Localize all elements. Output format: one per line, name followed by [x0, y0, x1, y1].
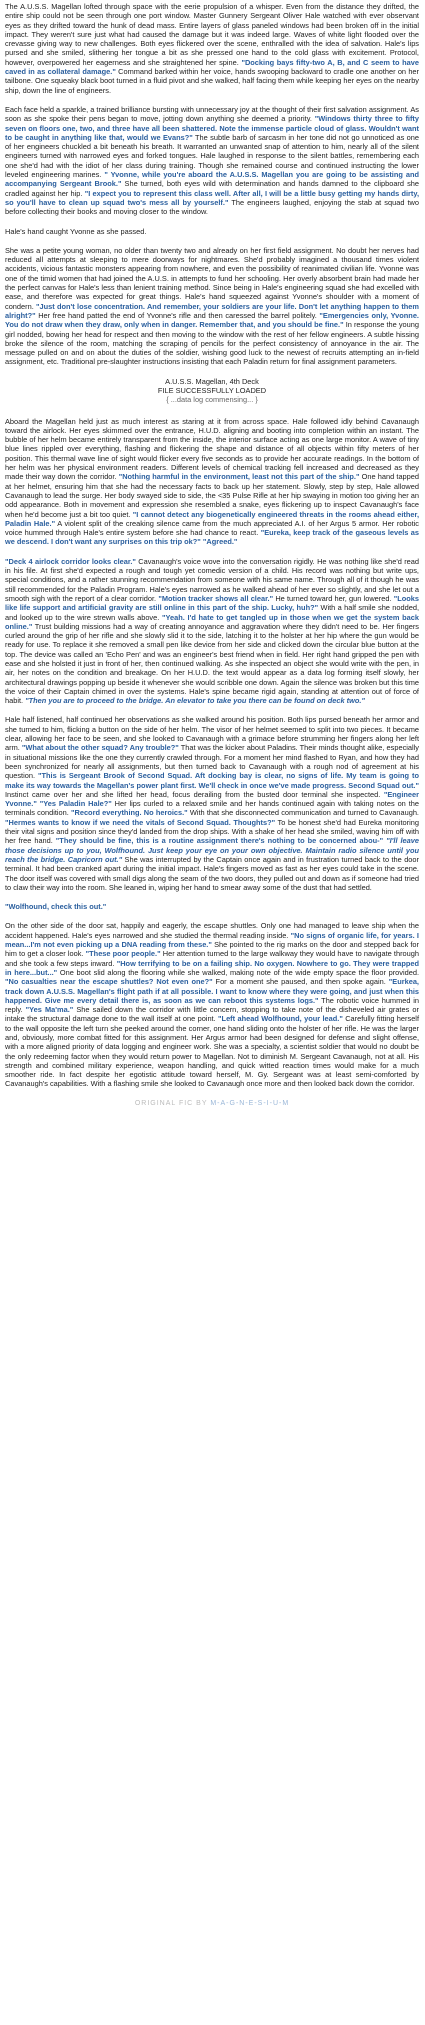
dialogue-line: "Deck 4 airlock corridor looks clear.": [5, 556, 136, 566]
dialogue-line: "Record everything. No heroics.": [71, 808, 188, 818]
story-paragraph: [5, 246, 419, 367]
narration-text: Command barked within her voice, hands swooping backward to cradle one another on her tailbone. One squeaky black boot turned in a fluid pivot and she walked, half facing them while keeping her eyes on the nearby ship, down the line of engineers.: [5, 67, 420, 95]
dialogue-line: "Hermes wants to know if we need the vitals of Second Squad. Thoughts?": [5, 817, 276, 827]
dialogue-line: "Docking bays fifty-two A, B, and C seem to have caved in as collateral damage.": [5, 57, 419, 77]
dialogue-line: "I cannot detect any biogenetically engineered threats in the rooms ahead either, Paladin Hale.": [5, 509, 419, 528]
dialogue-line: "Agreed.": [202, 537, 238, 547]
transmission-line: "I'll leave those decisions up to you, Wolfhound. Just keep your eye on your own objective. Maintain radio silence until you reach the bridge. Capricorn out.": [5, 836, 419, 864]
narration-text: The engineers laughed, enjoying the stab at squad two before collecting their books and moving closer to the window.: [5, 197, 419, 217]
story-paragraph: [5, 105, 419, 217]
narration-text: She sailed down the corridor with little concern, stopping to take note of the disheveled air grates or intake the structural damage done to the wall itself at one point.: [5, 1005, 419, 1024]
dialogue-line: "No signs of organic life, for years. I mean...I'm not even picking up a DNA reading from these.": [5, 930, 419, 950]
narration-text: Trust building missions had a way of creating annoyance and aggravation where they didn't need to be. Her fingers curled around the grip of her rifle and she slowly slid it to the side, latching it to the holster at her hip where the gun would be ready for use. To replace it she removed a small pen like device from her side and clicked down the circular blue button at the top. The device was called an 'Echo Pen' and was an engineer's best friend when in field. Her right hand gripped the pen with ease and she holsted it just in front of her, then continued walking. As she inspected an object she would write with the pen, in air, her notes on the condition and breakage. On her H.U.D. the text would appear as a data log forming itself slowly, her architectural drawings popping up beside it whenever she would scribble one down. Again the silence was broken but this time the voice of their Captain chimed in over the systems. Hale's spine became rigid again, standing at attention out of force of habit.: [5, 621, 419, 706]
footer-credit: [5, 1099, 419, 1108]
dialogue-line: "Windows thirty three to fifty seven on floors one, two, and three have all been shattered. Note the immense particle cloud of glass. Wouldn't want to be caught in anything like that, would we Evans?": [5, 114, 419, 142]
dialogue-line: "This is Sergeant Brook of Second Squad. Aft docking bay is clear, no signs of life. My team is going to make its way towards the Magellan's power plant first. We'll check in once we've made progress. Second Squad out.": [5, 771, 419, 790]
data-log-header: [5, 377, 419, 405]
narration-text: Her attention turned to the large walkway they would have to navigate through and she took a few steps inward.: [5, 949, 419, 968]
narration-text: The subtle barb of sarcasm in her tone did not go unnoticed as one of her engineers chuckled a bit beneath his breath. It warranted an unwanted snap of attention to him, nearly all of the silent engineers turned with narrowed eyes and forked tongues. Hale laughed in response to the silent battles, remembering each one she'd had with the idiot of her class during training. Though she remained course and continued instructing the lower leveled engineering marines.: [5, 132, 419, 180]
narration-text: She was interrupted by the Captain once again and in frustration turned back to the door terminal. It had been cranked apart during the initial impact. Hale's fingers moved as fast as her eyes could take in the scene. The door itself was covered with small digs along the seam of the two doors, they pulled out and down as if someone had tried to claw their way into the room. She leaned in, wiping her hand to smear away some of the dust that had settled.: [5, 854, 419, 892]
narration-text: With that she disconnected communication and turned to Cavanaugh.: [187, 808, 419, 818]
dialogue-line: "Emergencies only, Yvonne. You do not draw when they draw, only when in danger. Remember that, and you should be fine.": [5, 310, 419, 330]
dialogue-line: "Yes Ma'ma.": [25, 1005, 74, 1015]
narration-text: Aboard the Magellan held just as much interest as staring at it from across space. Hale followed idly behind Cavanaugh toward the airlock. Her eyes skimmed over the entrance, H.U.D. aligning and booting into completion within an instant. The bubble of her helm became entirely transparent from the inside, the interior surface acting as one large monitor. A wave of tiny blue lines rippled over everything, flashing and flickering the shape and distance of all objects within fifty meters of her position. This thermal wave line of sight would flicker every five seconds as to provide her accurate readings. In the bottom of her helm was her physical environment readers. Different levels of chemical tracking fell increased and decreased as they made their way down the corridor.: [5, 416, 419, 482]
dialogue-line: "These poor people.": [85, 949, 161, 959]
story-paragraph: [5, 921, 419, 1088]
narration-text: She turned, both eyes wild with determination and hands damned to the clipboard she cradled against her hip.: [5, 179, 419, 198]
dialogue-line: "Left ahead Wolfhound, your lead.": [218, 1014, 343, 1024]
dialogue-line: "Engineer Yvonne." "Yes Paladin Hale?": [5, 789, 419, 809]
narration-text: That was the kicker about Paladins. Their minds thought alike, especially in situational missions like the one they currently crawled through. For a moment her mind flashed to Ryan, and how they had been synchronized for nearly all assignments, but then turned back to Cavanaugh with a rough nod of agreement at his question.: [5, 743, 419, 781]
narration-text: The A.U.S.S. Magellan lofted through space with the eerie propulsion of a whisper. Even from the distance they drifted, the entire ship could not be seen through one port window. Master Gunnery Sergeant Oliver Hale watched with ever observant eyes as they drifted toward the hunk of dead mass. Entire layers of glass paneled windows had been broken off in the initial impact. They weren't sure just what had caused the damage but it was indeed large. Waves of white light flooded over the crevasse giving way to new challenges. Both eyes flickered over the scene, enthralled with the idea of salvation. Hale's lips pursed and she smiled, slithering her tongue a bit as she pressed one hand to the cold glass with excitement. Protocol, however, overpowered her eagerness and she straightened her spine.: [5, 2, 419, 67]
narration-text: Each face held a sparkle, a trained brilliance bursting with unnecessary joy at the thought of their first salvation assignment. As soon as she spoke their pens began to move, jotting down anything she deemed a priority.: [5, 104, 419, 124]
dialogue-line: "I expect you to represent this class well. After all, I will be a little busy getting my hands dirty, so you'll have to clean up squad two's mess all by yourself.": [5, 188, 419, 207]
story-section-1: [5, 2, 419, 367]
dialogue-line: "What about the other squad? Any trouble?": [21, 743, 179, 753]
dialogue-line: "Yeah. I'd hate to get tangled up in those when we get the system back online.": [5, 612, 420, 631]
narration-text: Her lips curled to a relaxed smile and her hands continued again with taking notes on the terminals condition.: [5, 799, 419, 818]
dialogue-line: "Nothing harmful in the environment, least not this part of the ship.": [118, 472, 360, 482]
dialogue-line: "Eurkea, track down A.U.S.S. Magellan's flight path if at all possible. I want to know where they were going, and just when this happened. Give me every detail there is, as soon as we can reboot this systems logs.": [5, 977, 419, 1005]
story-paragraph: [5, 902, 419, 911]
transmission-line: "Then you are to proceed to the bridge. An elevator to take you there can be found on deck two.": [25, 696, 365, 706]
narration-text: One boot slid along the flooring while she walked, making note of the wide empty space the floor provided.: [57, 967, 420, 977]
story-paragraph: [5, 417, 419, 547]
narration-text: Carefully fitting herself to the wall opposite the left turn she peeked around the corner, one hand sliding onto the holster of her rifle. He was the larger and, obviously, more combat fitted for this assignment. Her Argus armor had been designed for defense and slight offense, with a more aligned priority of data logging and engineer work. She was a specialty, a scientist soldier that would no doubt be the only redeeming factor when they would return power to Magellan. Not to diminish M. Sergeant Cavanaugh, not at all. His strength and combined military experience, weapon handling, and quick witted reaction times would make for a much smoother ride. In fact despite her egotistic attitude toward herself, M. Gy. Sergeant was at least semi-comforted by Cavanaugh's capabilities. With a flashing smile she looked to Cavanaugh once more and then looked back down the corridor.: [5, 1014, 419, 1089]
narration-text: To be honest she'd had Eureka monitoring their vital signs and position since they'd landed from the drop ships. With a shake of her head she smiled, waving him off with her free hand.: [5, 817, 419, 846]
narration-text: She pointed to the rig marks on the door and stepped back for him to get a closer look.: [5, 940, 419, 959]
dialogue-line: "Looks like life support and artificial gravity are still online in this part of the ship. Lucky, huh?": [5, 593, 419, 613]
story-paragraph: [5, 557, 419, 706]
dialogue-line: "They should be fine, this is a routine assignment there's nothing to be concerned abou-": [55, 836, 384, 846]
footer-text: ORIGINAL FIC BY: [134, 1099, 211, 1107]
narration-text: The robotic voice hummed in reply.: [5, 995, 420, 1015]
narration-text: On the other side of the door sat, happily and eagerly, the escape shuttles. Only one had managed to leave ship when the accident happened. Hale's eyes narrowed and she studied the thermal reading inside.: [5, 921, 419, 940]
narration-text: With a half smile she nodded, and looked up to the wire strewn walls above.: [5, 603, 419, 622]
dialogue-line: "Motion tracker shows all clear.": [158, 593, 274, 603]
narration-text: A violent split of the creaking silence came from the much appreciated A.I. of her Argus 5 armor. Her robotic voice hummed through Hale's entire system before she had chance to react.: [5, 518, 419, 538]
log-location: A.U.S.S. Magellan, 4th Deck: [165, 376, 259, 386]
narration-text: Cavanaugh's voice wove into the conversation rigidly. He was nothing like she'd read in his file. At first she'd expected a rough and tough yet comedic version of a child. His record was nothing but write ups, special conditions, and a rather stunning recommendation from someone with his same name. Through all of it though he was still recommended for the Paladin Program. Hale's eyes narrowed as he walked ahead of her ever so slightly, and she let out a smooth sigh with the report of a clear corridor.: [5, 556, 419, 603]
dialogue-line: "No casualties near the escape shuttles? Not even one?": [5, 977, 213, 987]
log-commencing: { ...data log commensing... }: [166, 395, 258, 405]
narration-text: In response the young girl nodded, bowing her head for respect and then moving to the window with the rest of her fellow engineers. A subtle hissing broke the silence of the room, matching the scraping of pencils for the perfect consistency of annoyance in the air. The message pulled on and on about the duties of the soldier, wishing good luck to the newest of recruits attempting an in-field assignment, etc. Traditional pre-slaughter instructions insisting that each Paladin return for final assignment parameters.: [5, 320, 419, 367]
dialogue-line: " Yvonne, while you're aboard the A.U.S.S. Magellan you are going to be assisting and accompanying Sergeant Brook.": [5, 170, 419, 189]
story-paragraph: [5, 227, 419, 236]
log-status: FILE SUCCESSFULLY LOADED: [157, 385, 267, 395]
narration-text: He turned toward her, gun lowered.: [273, 593, 394, 603]
story-paragraph: [5, 715, 419, 892]
narration-text: Her free hand patted the end of Yvonne's rifle and then caressed the barrel politely.: [35, 310, 320, 320]
narration-text: Instinct came over her and she lifted her head, focus derailing from the busted door terminal she inspected.: [5, 789, 384, 799]
dialogue-line: "Just don't lose concentration. And remember, your soldiers are your life. Don't let anything happen to them alright?": [5, 301, 419, 320]
dialogue-line: "Wolfhound, check this out.": [5, 902, 107, 912]
narration-text: One hand tapped at her helmet, ensuring him that she had the necessary facts to back up her statement. Slowly, step by step, Hale allowed Cavanaugh to lead the surge. Her body swayed side to side, the <35 Pulse Rifle at her hip swaying in motion too giving her an odd appearance. Both in movement and expression she resembled a snake, eyes flickering up to inspect Cavanaugh's face when he'd become just a bit too quiet.: [5, 472, 419, 519]
story-paragraph: [5, 2, 419, 95]
footer-author: M-A-G-N-E-S-I-U-M: [210, 1099, 290, 1107]
story-section-2: [5, 417, 419, 1089]
narration-text: Hale half listened, half continued her observations as she walked around his position. Both lips pursed beneath her armor and she turned to him, flicking a button on the side of her helm. The visor of her helmet seemed to split into two pieces. It became clear, allowing her face to be seen, and she looked to Cavanaugh with a grimace before strumming her fingers along her left arm.: [5, 715, 419, 753]
dialogue-line: "Eureka, keep track of the gaseous levels as we descend. I don't want any surprises on this trip ok?": [5, 528, 419, 547]
narration-text: She was a petite young woman, no older than twenty two and already on her first field assignment. No doubt her nerves had reduced all attempts at sleeping to mere doorways for nightmares. She'd probably imagined a thousand times violent accidents, vicious fantastic monsters appearing from nowhere, and even the possibility of reanimated civilian life. Yvonne was one of the timid women that had joined the A.U.S. in attempts to fund her schooling. Her overly absorbent brain had made her the perfect canvas for Hale's less than lenient training method. Since being in Hale's engineering squad she had excelled with ease, and therefore was expected for great things. Hale's hand squeezed against Yvonne's shoulder with a moment of condern.: [5, 245, 419, 311]
narration-text: For a moment she paused, and then spoke again.: [212, 977, 389, 987]
narration-text: Hale's hand caught Yvonne as she passed.: [5, 226, 147, 236]
dialogue-line: "How terrifying to be on a failing ship. No oxygen. Nowhere to go. They were trapped in here...but...": [5, 958, 419, 977]
